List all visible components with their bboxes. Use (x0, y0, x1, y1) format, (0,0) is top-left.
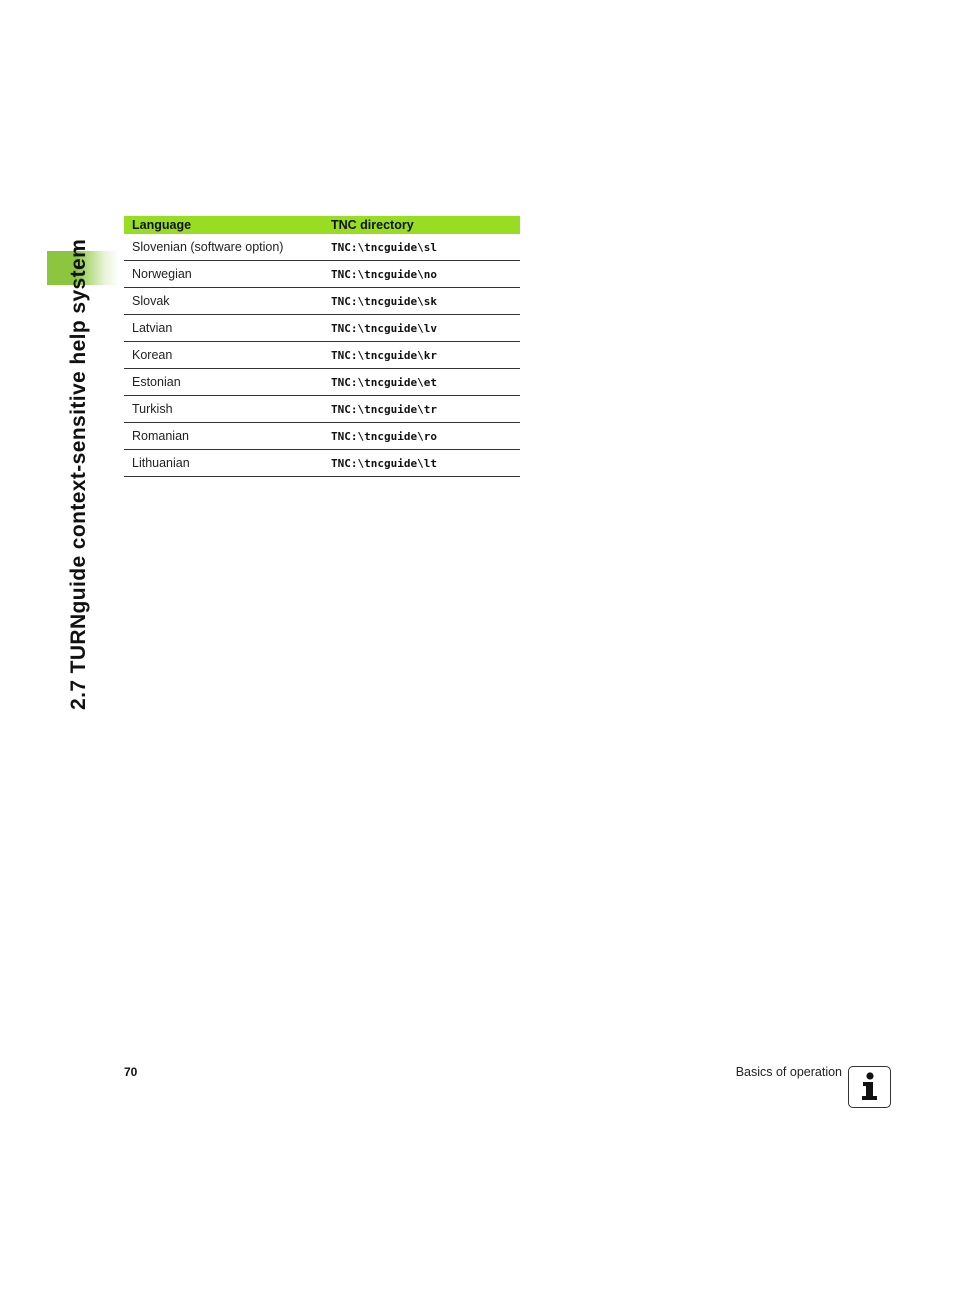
table-row (124, 234, 520, 261)
directory-cell: TNC:\tncguide\sl (328, 234, 520, 261)
language-cell: Turkish (124, 396, 328, 423)
table-row (124, 261, 520, 288)
language-cell: Korean (124, 342, 328, 369)
table-header-row (124, 216, 520, 234)
table-row (124, 342, 520, 369)
table-row (124, 369, 520, 396)
footer-section-title: Basics of operation (735, 1065, 842, 1079)
table-row (124, 396, 520, 423)
table-row (124, 288, 520, 315)
directory-cell: TNC:\tncguide\lv (328, 315, 520, 342)
language-cell: Latvian (124, 315, 328, 342)
language-cell: Lithuanian (124, 450, 328, 477)
language-cell: Romanian (124, 423, 328, 450)
language-directory-table (124, 216, 520, 477)
language-cell: Estonian (124, 369, 328, 396)
chapter-side-title: 2.7 TURNguide context-sensitive help system (67, 238, 90, 710)
language-cell: Norwegian (124, 261, 328, 288)
directory-cell: TNC:\tncguide\kr (328, 342, 520, 369)
info-icon (848, 1066, 891, 1108)
directory-cell: TNC:\tncguide\et (328, 369, 520, 396)
language-cell: Slovenian (software option) (124, 234, 328, 261)
table-row (124, 450, 520, 477)
directory-cell: TNC:\tncguide\ro (328, 423, 520, 450)
table-row (124, 423, 520, 450)
directory-cell: TNC:\tncguide\no (328, 261, 520, 288)
header-tnc-directory: TNC directory (328, 216, 520, 234)
page-number: 70 (124, 1065, 138, 1079)
directory-cell: TNC:\tncguide\lt (328, 450, 520, 477)
directory-cell: TNC:\tncguide\sk (328, 288, 520, 315)
header-language: Language (124, 216, 328, 234)
directory-cell: TNC:\tncguide\tr (328, 396, 520, 423)
table-row (124, 315, 520, 342)
language-cell: Slovak (124, 288, 328, 315)
